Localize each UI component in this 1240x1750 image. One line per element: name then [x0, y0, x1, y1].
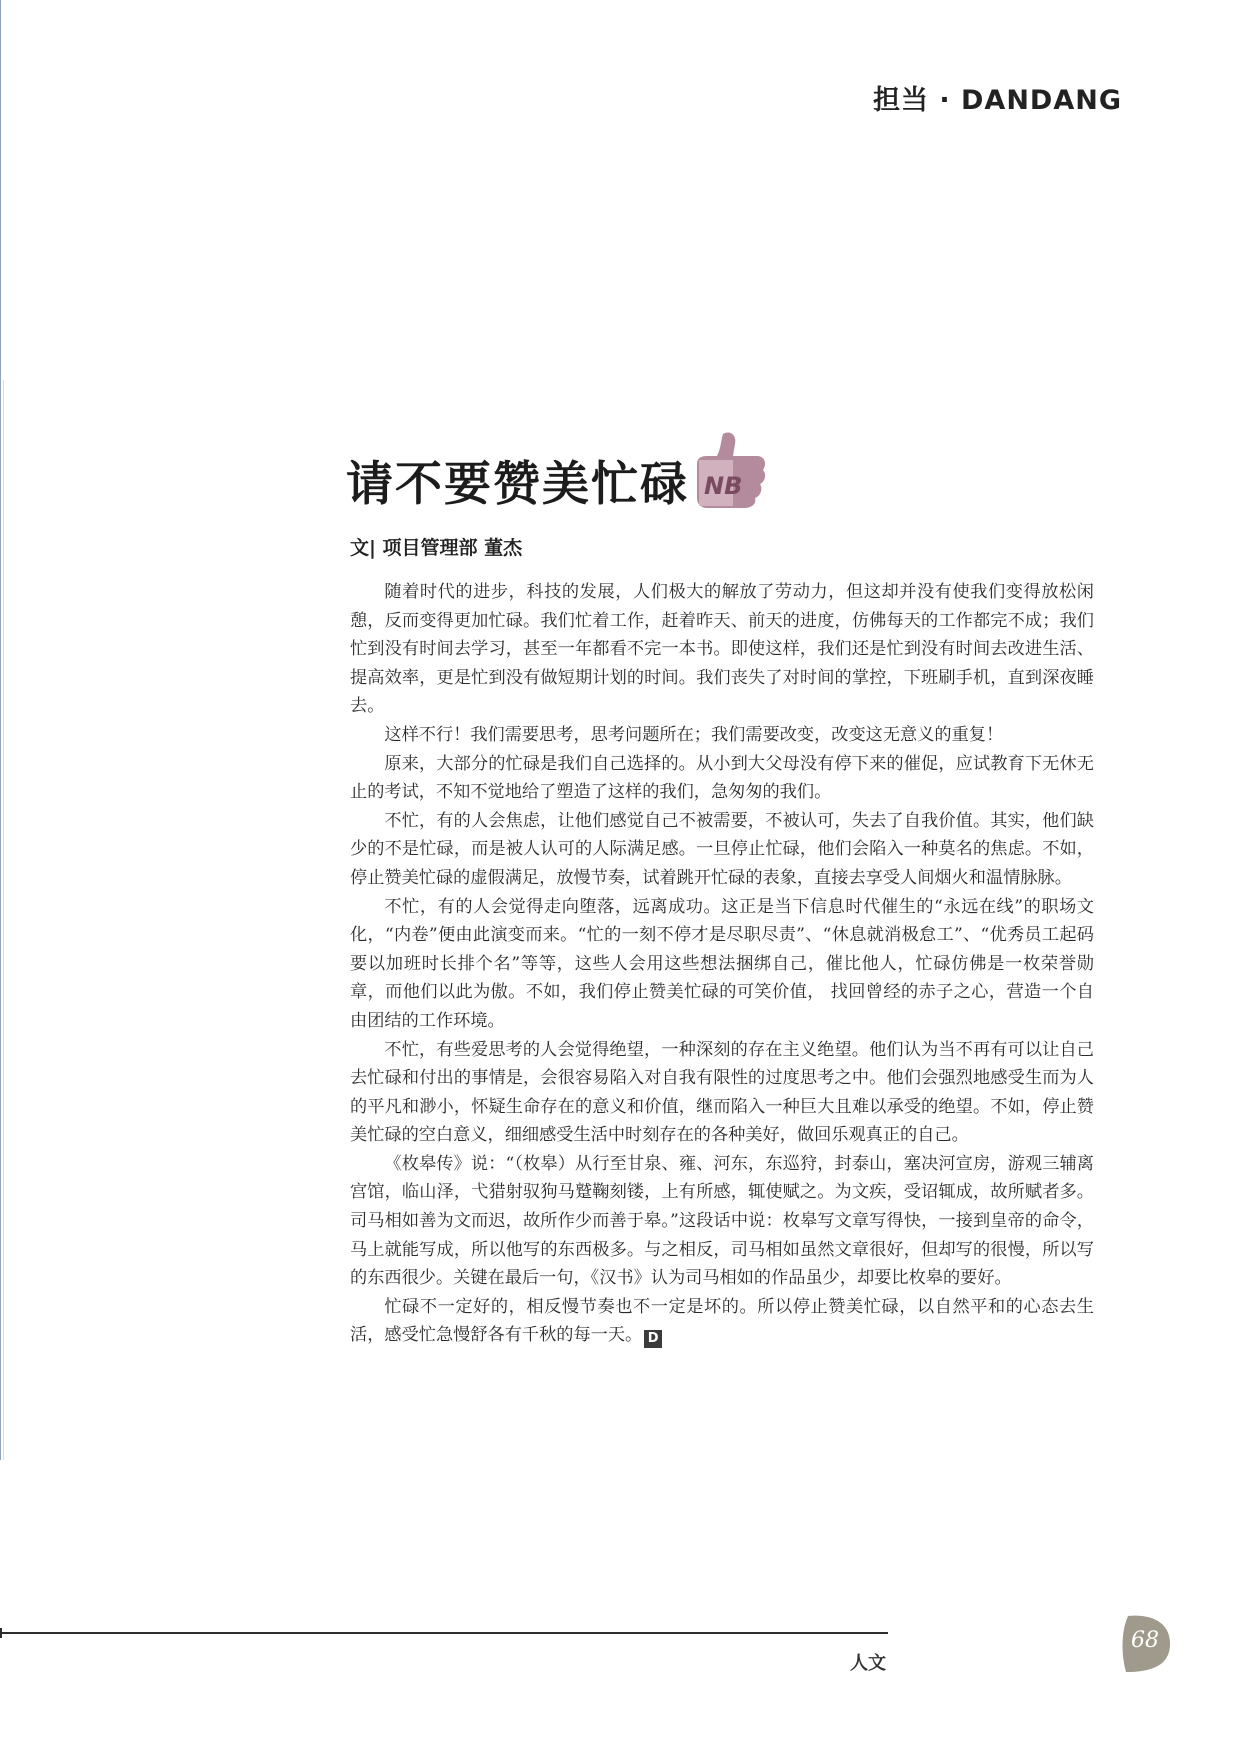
byline: 文| 项目管理部 董杰 [350, 537, 523, 559]
paragraph: 原来，大部分的忙碌是我们自己选择的。从小到大父母没有停下来的催促，应试教育下无休无止的考试，不知不觉地给了塑造了这样的我们，急匆匆的我们。 [350, 753, 1094, 803]
article-body [350, 578, 1094, 1350]
paragraph: 《枚皋传》说：“（枚皋）从行至甘泉、雍、河东，东巡狩，封泰山，塞决河宣房，游观三辅离宫馆，临山泽，弋猎射驭狗马蹵鞠刻镂，上有所感，辄使赋之。为文疾，受诏辄成，故所赋者多。司马相如善为文而迟，故所作少而善于皋。”这段话中说：枚皋写文章写得快，一接到皇帝的命令，马上就能写成，所以他写的东西极多。与之相反，司马相如虽然文章很好，但却写的很慢，所以写的东西很少。关键在最后一句，《汉书》认为司马相如的作品虽少，却要比枚皋的要好。 [350, 1153, 1094, 1289]
section-label: 担当 · DANDANG [872, 85, 1122, 116]
nb-badge-text: NB [704, 472, 743, 500]
paragraph: 不忙，有的人会焦虑，让他们感觉自己不被需要，不被认可，失去了自我价值。其实，他们缺少的不是忙碌，而是被人认可的人际满足感。一旦停止忙碌，他们会陷入一种莫名的焦虑。不如，停止赞美忙碌的虚假满足，放慢节奏，试着跳开忙碌的表象，直接去享受人间烟火和温情脉脉。 [350, 810, 1094, 888]
paragraph-last [350, 1293, 1094, 1350]
footer-section-label: 人文 [850, 1653, 886, 1674]
left-margin-rule-light [3, 380, 4, 1460]
article-title: 请不要赞美忙碌 [346, 457, 689, 512]
title-block [346, 430, 767, 516]
paragraph: 这样不行！我们需要思考，思考问题所在；我们需要改变，改变这无意义的重复！ [384, 724, 1004, 745]
paragraph-text: 忙碌不一定好的，相反慢节奏也不一定是坏的。所以停止赞美忙碌，以自然平和的心态去生活，感受忙急慢舒各有千秋的每一天。 [350, 1296, 1094, 1346]
paragraph: 随着时代的进步，科技的发展，人们极大的解放了劳动力，但这却并没有使我们变得放松闲憩，反而变得更加忙碌。我们忙着工作，赶着昨天、前天的进度，仿佛每天的工作都完不成；我们忙到没有时间去学习，甚至一年都看不完一本书。即使这样，我们还是忙到没有时间去改进生活、提高效率，更是忙到没有做短期计划的时间。我们丧失了对时间的掌控，下班刷手机，直到深夜睡去。 [350, 582, 1094, 717]
page-number: 68 [1131, 1628, 1159, 1653]
left-margin-rule [0, 0, 1, 1460]
paragraph: 不忙，有些爱思考的人会觉得绝望，一种深刻的存在主义绝望。他们认为当不再有可以让自己去忙碌和付出的事情是，会很容易陷入对自我有限性的过度思考之中。他们会强烈地感受生而为人的平凡和渺小，怀疑生命存在的意义和价值，继而陷入一种巨大且难以承受的绝望。不如，停止赞美忙碌的空白意义，细细感受生活中时刻存在的各种美好，做回乐观真正的自己。 [350, 1039, 1094, 1146]
thumbs-up-nb-icon [693, 430, 767, 512]
footer-rule [0, 1632, 888, 1634]
end-mark-icon: D [644, 1330, 662, 1348]
paragraph: 不忙，有的人会觉得走向堕落，远离成功。这正是当下信息时代催生的“永远在线”的职场文化，“内卷”便由此演变而来。“忙的一刻不停才是尽职尽责”、“休息就消极怠工”、“优秀员工起码要以加班时长排个名”等等，这些人会用这些想法捆绑自己，催比他人，忙碌仿佛是一枚荣誉勋章，而他们以此为傲。不如，我们停止赞美忙碌的可笑价值， 找回曾经的赤子之心，营造一个自由团结的工作环境。 [350, 896, 1094, 1031]
